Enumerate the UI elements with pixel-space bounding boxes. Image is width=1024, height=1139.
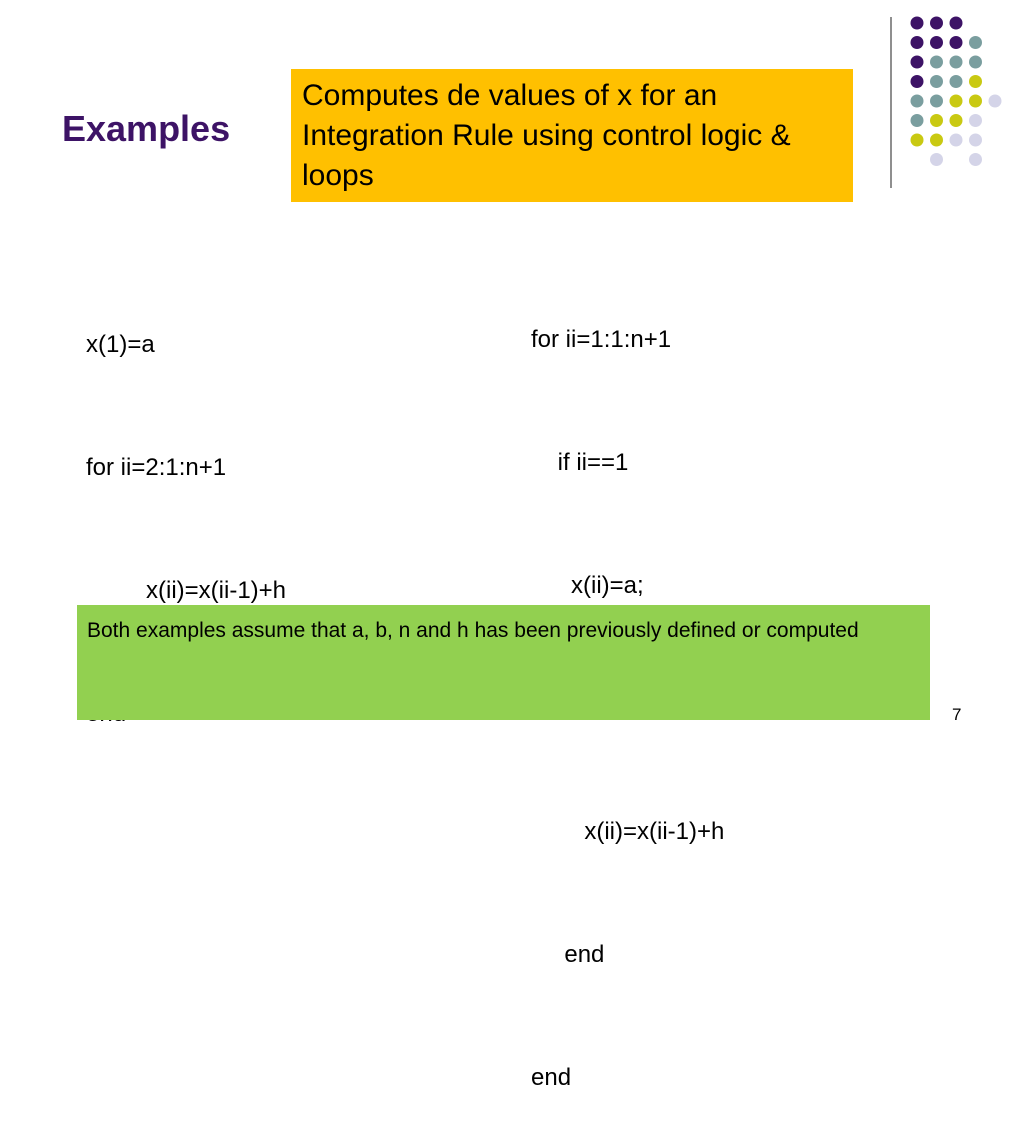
decorative-dot <box>930 114 943 127</box>
decorative-dot <box>950 114 963 127</box>
code-line: for ii=1:1:n+1 <box>531 326 672 353</box>
decorative-dot <box>911 36 924 49</box>
code-line: x(ii)=x(ii-1)+h <box>531 818 725 845</box>
decorative-dot <box>969 95 982 108</box>
code-line: x(1)=a <box>86 331 155 358</box>
slide-title: Examples <box>62 108 231 149</box>
decorative-dot <box>930 134 943 147</box>
decorative-dot <box>950 134 963 147</box>
code-line: end <box>531 941 605 968</box>
decorative-dot <box>911 134 924 147</box>
decorative-dot <box>950 95 963 108</box>
decorative-dot <box>969 56 982 69</box>
note-text: Both examples assume that a, b, n and h has been previously defined or computed <box>87 619 859 642</box>
decorative-dot <box>911 17 924 30</box>
callout-text: Computes de values of x for an Integration Rule using control logic & loops <box>302 79 791 192</box>
code-line: if ii==1 <box>531 449 629 476</box>
decorative-dot <box>969 36 982 49</box>
decorative-dot <box>930 95 943 108</box>
vertical-divider <box>890 17 892 188</box>
decorative-dot <box>930 56 943 69</box>
decorative-dot <box>969 114 982 127</box>
decorative-dot <box>930 36 943 49</box>
decorative-dot <box>989 95 1002 108</box>
decorative-dot <box>930 75 943 88</box>
decorative-dot <box>911 95 924 108</box>
decorative-dot <box>950 75 963 88</box>
note-box <box>77 605 930 720</box>
decorative-dot <box>969 134 982 147</box>
code-line: for ii=2:1:n+1 <box>86 454 227 481</box>
slide-number: 7 <box>952 705 962 724</box>
decorative-dot <box>930 153 943 166</box>
code-line: end <box>531 1064 572 1091</box>
decorative-dot <box>950 36 963 49</box>
code-line: x(ii)=a; <box>531 572 644 599</box>
decorative-dot <box>911 114 924 127</box>
decorative-dot <box>950 56 963 69</box>
decorative-dot <box>969 75 982 88</box>
decorative-dot <box>911 75 924 88</box>
decorative-dot <box>930 17 943 30</box>
decorative-dot <box>911 56 924 69</box>
callout-box <box>291 69 853 202</box>
decorative-dot <box>969 153 982 166</box>
decorative-dot <box>950 17 963 30</box>
code-line: x(ii)=x(ii-1)+h <box>86 577 287 604</box>
